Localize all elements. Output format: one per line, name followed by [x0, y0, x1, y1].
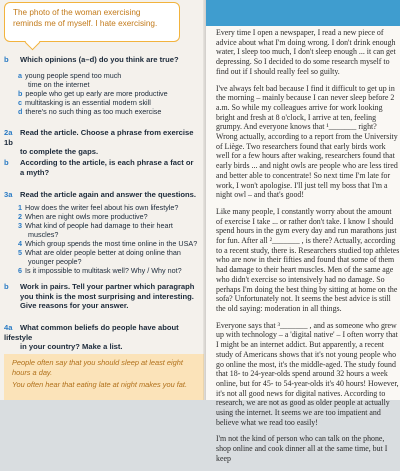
question-2: 2 When are night owls more productive?	[18, 212, 148, 221]
task-prompt-cont: you think is the most surprising and interesting.	[20, 291, 194, 301]
task-label: 3a	[4, 190, 13, 199]
article-paragraph-4: Everyone says that ³_______ , and as someone who grew up with technology – a 'digital native' – I often worry that I might be an internet addict. But apparently, a recent study of Americans shows that it's not young people who go online the most, it's the middle-aged. The study found that 18- to 24-year-olds spend around 32 hours a week online, but for 45- to 54-year-olds it's 40 hours! However, it's not all good news for digital natives. According to research, we are not as good as older people at actually using the internet. It seems we are too impatient and believe what we read too easily!	[216, 320, 399, 427]
task-prompt: Which opinions (a–d) do you think are true?	[20, 55, 179, 64]
question-4: 4 Which group spends the most time online in the USA?	[18, 239, 198, 248]
belief-example-1: People often say that you should sleep at least eight hours a day.	[12, 358, 183, 377]
article-column	[206, 0, 400, 463]
belief-example-2: You often hear that eating late at night makes you fat.	[12, 380, 188, 390]
option-b: b people who get up early are more productive	[18, 89, 168, 98]
task-prompt: Read the article again and answer the questions.	[20, 190, 196, 199]
task-2a	[4, 128, 200, 157]
task-b-opinions	[4, 55, 200, 65]
article-paragraph-5: I'm not the kind of person who can talk on the phone, shop online and cook dinner all at the same time, but I keep	[216, 434, 388, 463]
task-prompt-cont: a myth?	[20, 167, 50, 177]
option-c: c multitasking is an essential modern skill	[18, 98, 151, 107]
article-text	[216, 28, 400, 471]
question-1: 1 How does the writer feel about his own lifestyle?	[18, 203, 179, 212]
task-label: 2a	[4, 128, 13, 137]
question-3-cont: muscles?	[28, 230, 59, 239]
exercise-column	[0, 0, 206, 400]
task-prompt: What common beliefs do people have about lifestyle	[4, 323, 179, 342]
task-prompt-cont-2: Give reasons for your answer.	[20, 301, 129, 311]
task-prompt-cont: in your country? Make a list.	[20, 342, 123, 352]
article-paragraph-2: I've always felt bad because I find it difficult to get up in the morning – mainly because I can never sleep before 2 a.m. So while my colleagues arrive for work looking bright and fresh at 8 o'clock, I arrive at ten, feeling grumpy. And everyone knows that ¹_______ right? Wrong actually, according to a report from the University of Liège. Two researchers found that early birds work well for a few hours after waking, researchers found that early birds ... and night owls are people who are less tired and better able to concentrate! So next time I'm late for work, I won't apologise. I'll just tell my boss that I'm a night owl – and that's good!	[216, 83, 398, 200]
task-4a	[4, 323, 200, 352]
question-5: 5 What are older people better at doing online than	[18, 248, 181, 257]
quote-text: The photo of the woman exercising reminds me of myself. I hate exercising.	[13, 8, 158, 28]
task-label: b	[4, 55, 9, 64]
task-prompt: According to the article, is each phrase a fact or	[20, 158, 194, 167]
article-paragraph-3: Like many people, I constantly worry about the amount of exercise I take ... or rather don't take. I know I should spend hours in the gym every day and run marathons just for fun. After all ²_______ , is there? Actually, according to a recent study, there is. Researchers studied top athletes who are now in their fifties and found that some of them had damage to their heart muscles. Men of the same age who didn't exercise so intensively had no damage. So perhaps I'm doing the best thing by sitting at home on the sofa? Unfortunately not. It seems the best advice is still the old saying: moderation in all things.	[216, 206, 400, 313]
option-a-cont: time on the internet	[28, 80, 90, 89]
task-label: 4a	[4, 323, 13, 332]
task-label: b	[4, 282, 9, 291]
question-6: 6 Is it impossible to multitask well? Why / Why not?	[18, 266, 182, 275]
task-b-pairs	[4, 282, 200, 311]
question-3: 3 What kind of people had damage to their heart	[18, 221, 173, 230]
question-list	[18, 203, 204, 275]
task-3a	[4, 190, 200, 200]
task-b-fact-myth	[4, 158, 200, 177]
question-5-cont: younger people?	[28, 257, 82, 266]
article-header-band	[206, 0, 400, 26]
option-d: d there's no such thing as too much exercise	[18, 107, 162, 116]
task-prompt: Read the article. Choose a phrase from exercise 1b	[4, 128, 194, 147]
task-prompt: Work in pairs. Tell your partner which paragraph	[20, 282, 195, 291]
article-paragraph-1: Every time I open a newspaper, I read a new piece of advice about what I'm doing wrong. I don't drink enough water, I sleep too much, I don't sleep enough ... it can get depressing. So I decided to do some research myself to find out if I should really feel so guilty.	[216, 28, 396, 76]
task-prompt-cont: to complete the gaps.	[20, 147, 99, 157]
option-a: a young people spend too much	[18, 71, 122, 80]
example-beliefs-box	[4, 354, 204, 400]
quote-bubble	[4, 2, 180, 42]
opinion-options	[18, 71, 204, 116]
task-label: b	[4, 158, 9, 167]
